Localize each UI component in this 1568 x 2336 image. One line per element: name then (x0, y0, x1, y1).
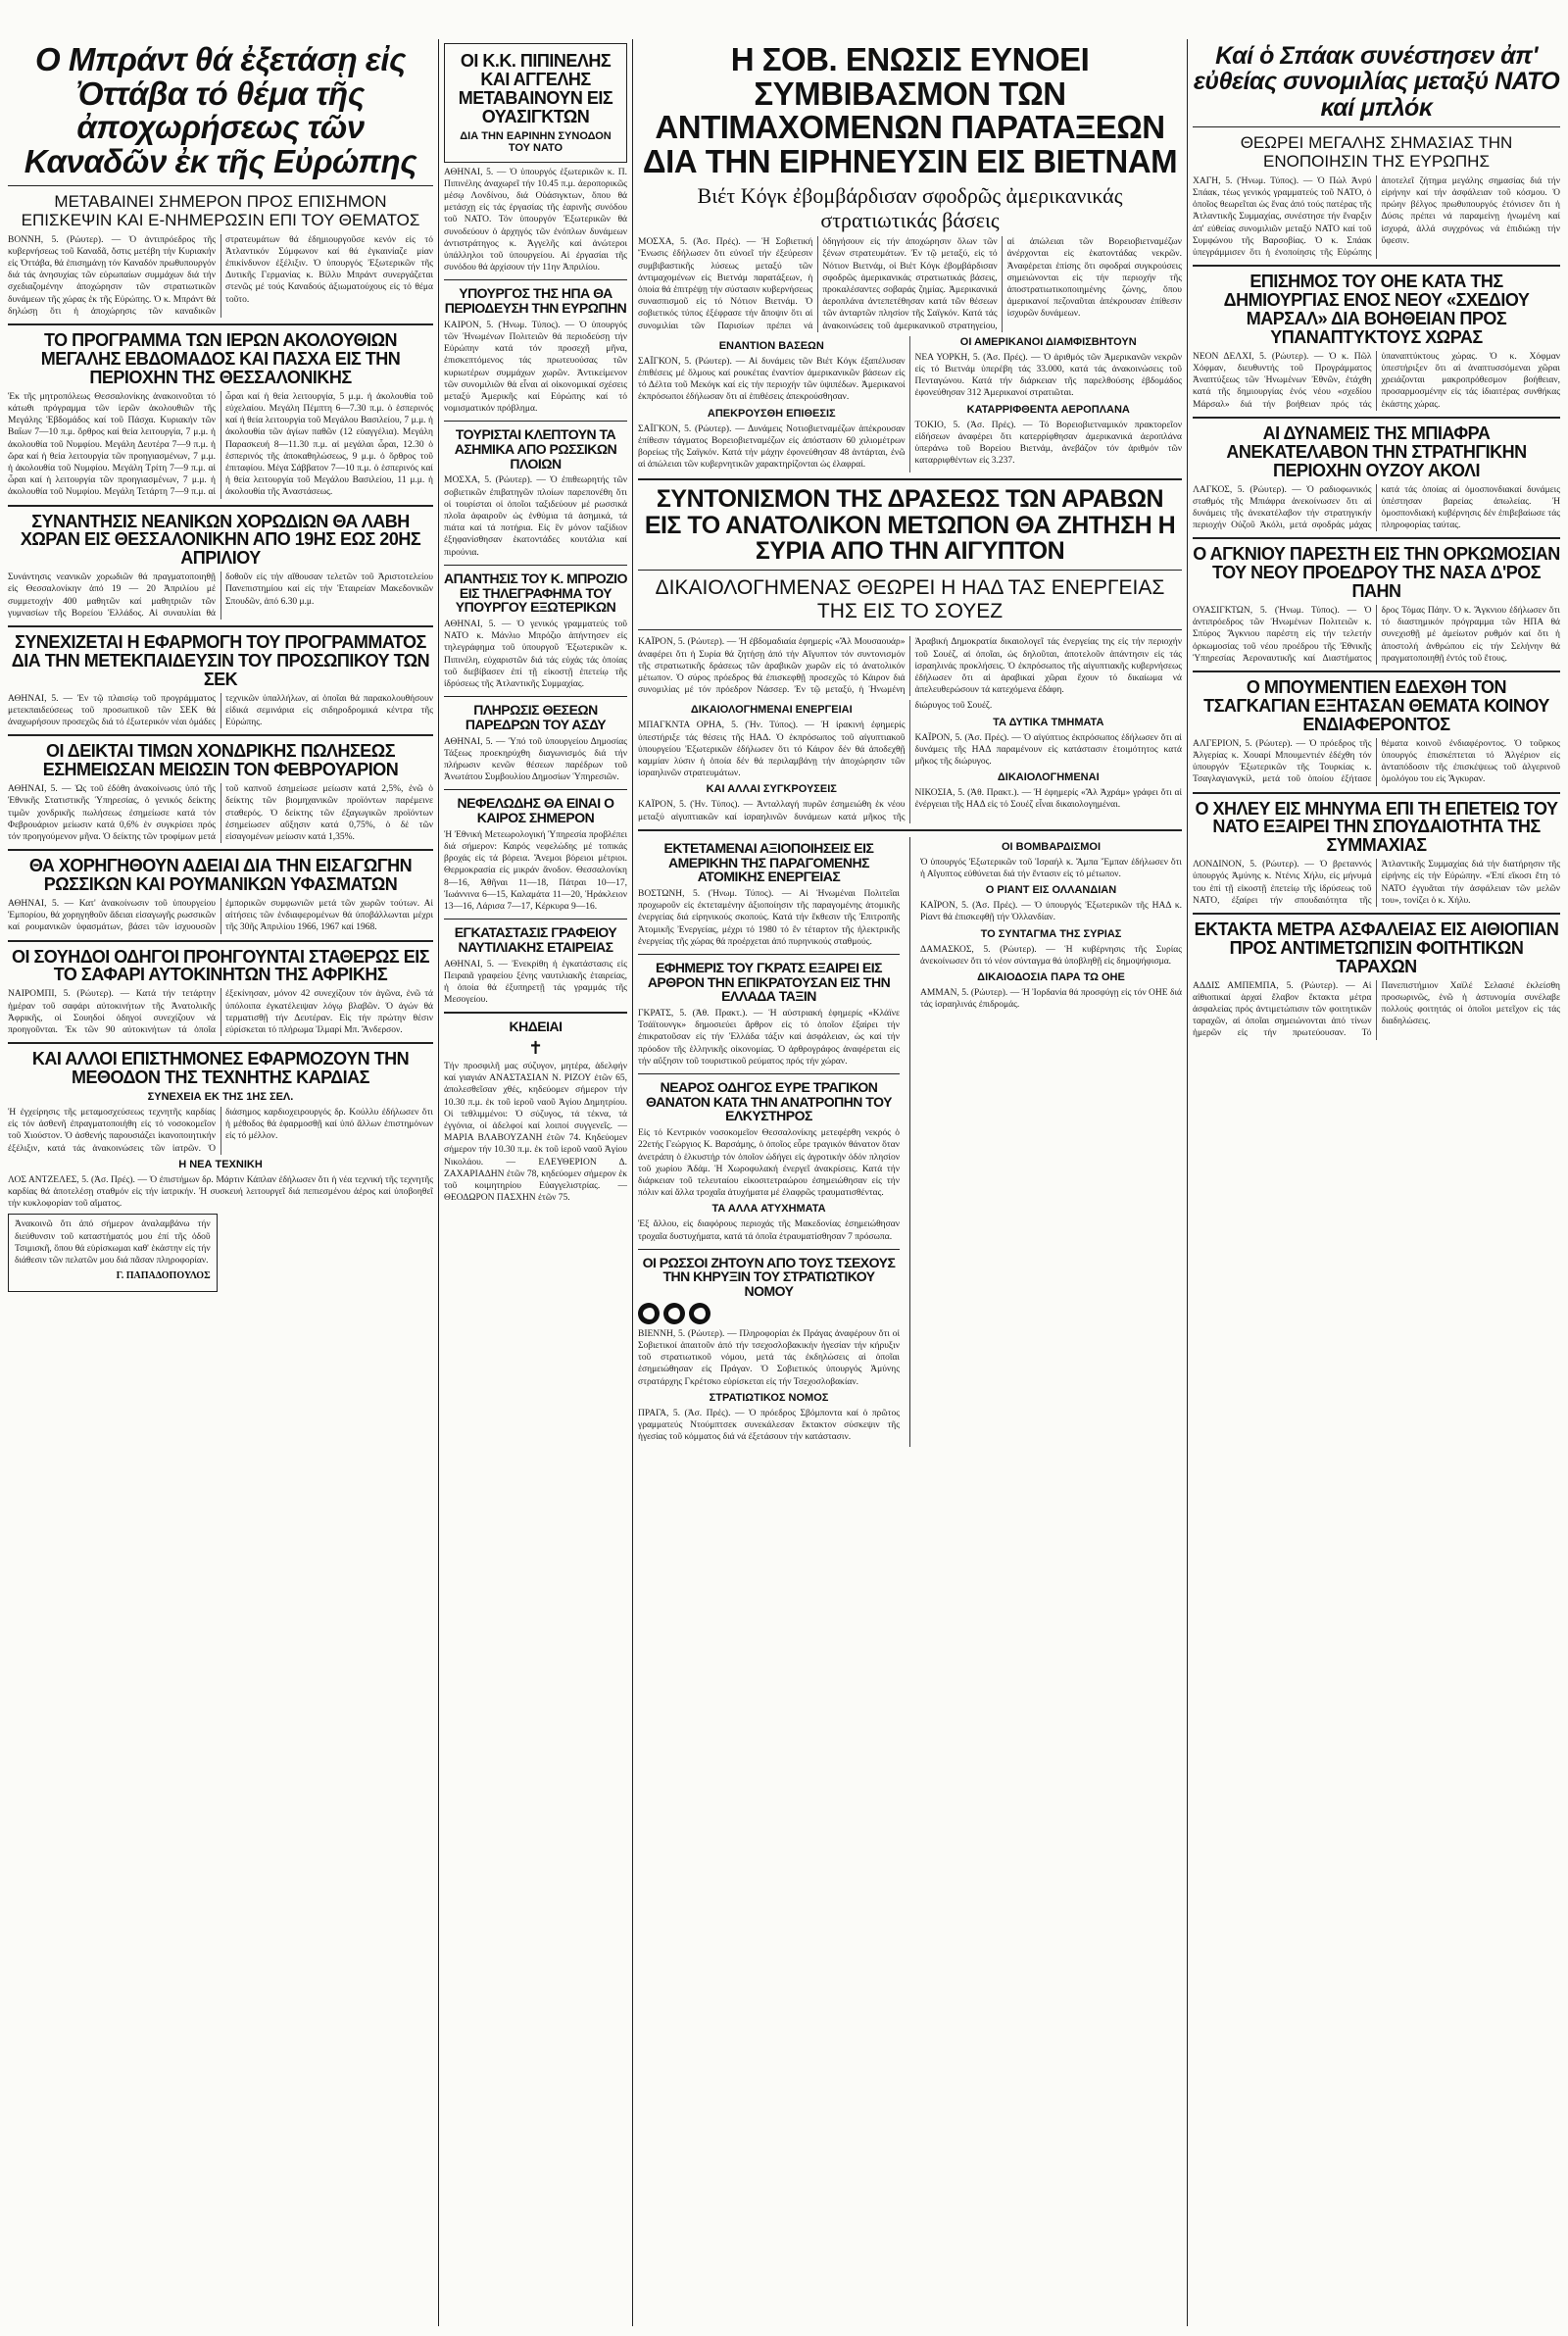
column-rule (909, 837, 910, 1448)
section-label: ΚΑΤΑΡΡΙΦΘΕΝΤΑ ΑΕΡΟΠΛΑΝΑ (966, 403, 1130, 416)
sub-sections (638, 336, 1182, 473)
lower-right (920, 837, 1182, 1448)
cross-icon: ✝ (527, 1038, 544, 1059)
article-body: ΜΟΣΧΑ, 5. (Ἀσ. Πρές). — Ἡ Σοβιετική Ἕνωσις ἐδήλωσεν ὅτι εὐνοεῖ τήν ἐξεύρεσιν συμβιβαστικῆς λύσεως μεταξύ τῶν ἀντιμαχομένων εἰς Βιετνάμ παρατάξεων, ἡ ὁποία θά ἐπιτρέψῃ τήν σύστασιν κυβερνήσεως συνασπισμοῦ εἰς τό Νότιον Βιετνάμ. Ὁ σοβιετικός τύπος ἐξέφρασε τήν ἄποψιν ὅτι αἱ συνομιλίαι τῶν Παρισίων πρέπει νά ὁδηγήσουν εἰς τήν ἀποχώρησιν ὅλων τῶν ξένων στρατευμάτων. Ἐν τῷ μεταξύ, εἰς τό Νότιον Βιετνάμ, οἱ Βιέτ Κόγκ ἐβομβάρδισαν σφοδρῶς ἀμερικανικάς στρατιωτικάς βάσεις, προκαλέσαντες σοβαράς ζημίας. Ἀμερικανικά ἀεροπλάνα ἀντεπετέθησαν κατά τῶν θέσεων τῶν ἀνταρτῶν πλησίον τῆς Σαϊγκόν. Κατά τάς ἀνακοινώσεις τοῦ ἀμερικανικοῦ στρατηγείου, αἱ ἀπώλειαι τῶν Βορειοβιετναμέζων ἀνέρχονται εἰς ἑκατοντάδας νεκρῶν. Ἀναφέρεται ἐπίσης ὅτι σφοδραί συγκρούσεις σημειώνονται εἰς τήν περιοχήν τῆς ἀποστρατιωτικοποιημένης ζώνης, ὅπου ἀμερικανοί πεζοναῦται ἀπέκρουσαν ἐπίθεσιν ἰσχυρῶν δυνάμεων. (638, 237, 1182, 331)
article-body: ΛΑΓΚΟΣ, 5. (Ρώυτερ). — Ὁ ραδιοφωνικός σταθμός τῆς Μπιάφρα ἀνεκοίνωσεν ὅτι αἱ δυνάμεις τῆς ἀνεκατέλαβον τήν στρατηγικήν περιοχήν Οὐζοῦ Ἀκόλι, μετά σφοδράς μάχας κατά τάς ὁποίας αἱ ὁμοσπονδιακαί δυνάμεις ὑπέστησαν βαρείας ἀπωλείας. Ἡ ὁμοσπονδιακή κυβέρνησις δέν ἐπιβεβαίωσε τάς πληροφορίας ταύτας. (1193, 484, 1560, 531)
article-holy-week-program (8, 331, 433, 499)
article-body: ΑΘΗΝΑΙ, 5. — Ὡς τοῦ ἐδόθη ἀνακοίνωσις ὑπό τῆς Ἐθνικῆς Στατιστικῆς Ὑπηρεσίας, ὁ γενικός δείκτης τιμῶν χονδρικῆς πωλήσεως ἐσημείωσε κατά τόν Φεβρουάριον μείωσιν κατά 0,6% ἐν συγκρίσει πρός τόν προηγούμενον μῆνα. Ὁ δείκτης τῶν τροφίμων μετά τοῦ καπνοῦ ἐσημείωσε μείωσιν κατά 2,5%, ἐνῶ ὁ δείκτης τῶν βιομηχανικῶν προϊόντων παρέμεινε σταθερός. Ὁ δείκτης τῶν ἐξαγωγικῶν προϊόντων ἐσημείωσεν αὔξησιν κατά 0,75%, ὁ δέ τῶν εἰσαγομένων μείωσιν κατά 1,35%. (8, 784, 433, 842)
article-safari-rally (8, 948, 433, 1037)
section-label: ΤΑ ΔΥΤΙΚΑ ΤΜΗΜΑΤΑ (993, 716, 1104, 728)
column-rule (438, 39, 439, 2326)
article-body: ΝΑΙΡΟΜΠΙ, 5. (Ρώυτερ). — Κατά τήν τετάρτην ἡμέραν τοῦ σαφάρι αὐτοκινήτων τῆς Ἀνατολικῆς Ἀφρικῆς, οἱ Σουηδοί ὁδηγοί συνεχίζουν νά προηγοῦνται. Ἐκ τῶν 90 αὐτοκινήτων τά ὁποῖα ἐξεκίνησαν, μόνον 42 συνεχίζουν τόν ἀγῶνα, ἐνῶ τά ὑπόλοιπα ἐγκατέλειψαν λόγῳ βλαβῶν. Ὁ ἀγών θά τερματισθῇ τήν Δευτέραν. Εἰς τήν πρώτην θέσιν εὑρίσκεται τό πλήρωμα Ἰλμαρί Μπ. Ἄνδερσον. (8, 989, 433, 1035)
article-sek-training (8, 633, 433, 728)
section-body: ΝΕΑ ΥΟΡΚΗ, 5. (Ἀσ. Πρές). — Ὁ ἀριθμός τῶν Ἀμερικανῶν νεκρῶν εἰς τό Βιετνάμ ὑπερέβη τάς 33.000, κατά τάς ἀνακοινώσεις τοῦ Πενταγώνου. Κατά τήν διάρκειαν τῆς παρελθούσης ἑβδομάδος ἐφονεύθησαν 312 Ἀμερικανοί στρατιῶται. (914, 352, 1182, 399)
section-body: ΚΑΪΡΟΝ, 5. (Ἡν. Τύπος). — Ἀνταλλαγή πυρῶν ἐσημειώθη ἐκ νέου μεταξύ αἰγυπτιακῶν καί ἰσραηλινῶν δυνάμεων κατά μῆκος τῆς διώρυγος τοῦ Σουέζ. (638, 701, 993, 822)
headline: ΟΙ ΔΕΙΚΤΑΙ ΤΙΜΩΝ ΧΟΝΔΡΙΚΗΣ ΠΩΛΗΣΕΩΣ ΕΣΗΜΕΙΩΣΑΝ ΜΕΙΩΣΙΝ ΤΟΝ ΦΕΒΡΟΥΑΡΙΟΝ (42, 741, 399, 780)
headline: ΤΟΥΡΙΣΤΑΙ ΚΛΕΠΤΟΥΝ ΤΑ ΑΣΗΜΙΚΑ ΑΠΟ ΡΩΣΣΙΚΩΝ ΠΛΟΙΩΝ (454, 426, 617, 472)
article-body: ΑΘΗΝΑΙ, 5. — Ἐν τῷ πλαισίῳ τοῦ προγράμματος μετεκπαιδεύσεως τοῦ προσωπικοῦ τῶν ΣΕΚ θά ἀναχωρήσουν προσεχῶς διά τό ἐξωτερικόν νέαι ὁμάδες τεχνικῶν ὑπαλλήλων, αἱ ὁποῖαι θά παρακολουθήσουν εἰδικά σεμινάρια εἰς σιδηροδρομικά κέντρα τῆς Εὐρώπης. (8, 693, 433, 728)
article-shipping-office (444, 925, 627, 1006)
article-soviet-vietnam (638, 43, 1182, 472)
headline: ΤΟ ΠΡΟΓΡΑΜΜΑ ΤΩΝ ΙΕΡΩΝ ΑΚΟΛΟΥΘΙΩΝ ΜΕΓΑΛΗΣ ΕΒΔΟΜΑΔΟΣ ΚΑΙ ΠΑΣΧΑ ΕΙΣ ΤΗΝ ΠΕΡΙΟΧΗΝ ΤΗΣ ΘΕΣΣΑΛΟΝΙΚΗΣ (40, 330, 401, 387)
article-ethiopia (1193, 920, 1560, 1040)
article-asdy-posts (444, 703, 627, 783)
section-label: ΔΙΚΑΙΟΔΟΣΙΑ ΠΑΡΑ ΤΩ ΟΗΕ (977, 971, 1125, 984)
headline: ΝΕΑΡΟΣ ΟΔΗΓΟΣ ΕΥΡΕ ΤΡΑΓΙΚΟΝ ΘΑΝΑΤΟΝ ΚΑΤΑ ΤΗΝ ΑΝΑΤΡΟΠΗΝ ΤΟΥ ΕΛΚΥΣΤΗΡΟΣ (646, 1079, 892, 1124)
section-body: ΣΑΪΓΚΟΝ, 5. (Ρώυτερ). — Αἱ δυνάμεις τῶν Βιέτ Κόγκ ἐξαπέλυσαν ἐπιθέσεις μέ ὅλμους καί ρουκέτας ἐναντίον ἀμερικανικῶν βάσεων εἰς τό Δέλτα τοῦ Μεκόγκ καί εἰς τήν περιοχήν τῶν ὑψιπέδων. Ἀμερικανοί ἐκπρόσωποι ἐδήλωσαν ὅτι αἱ ἐπιθέσεις ἀπεκρούσθησαν. (638, 356, 906, 403)
article-body: ΑΘΗΝΑΙ, 5. — Ὁ γενικός γραμματεύς τοῦ ΝΑΤΟ κ. Μάνλιο Μπρόζιο ἀπήντησεν εἰς τηλεγράφημα τοῦ ὑπουργοῦ Ἐξωτερικῶν κ. Πιπινέλη, εὐχαριστῶν διά τάς εὐχάς τάς ὁποίας τοῦ διεβίβασεν ἐπί τῇ εἰκοστῇ ἐπετείῳ τῆς ἱδρύσεως τῆς Ἀτλαντικῆς Συμμαχίας. (444, 619, 627, 689)
article-boumedienne (1193, 678, 1560, 785)
headline: ΠΛΗΡΩΣΙΣ ΘΕΣΕΩΝ ΠΑΡΕΔΡΩΝ ΤΟΥ ΑΣΔΥ (465, 702, 607, 732)
headline: ΟΙ Κ.Κ. ΠΙΠΙΝΕΛΗΣ ΚΑΙ ΑΓΓΕΛΗΣ ΜΕΤΑΒΑΙΝΟΥΝ ΕΙΣ ΟΥΑΣΙΓΚΤΩΝ (458, 51, 613, 126)
headline: ΣΥΝΤΟΝΙΣΜΟΝ ΤΗΣ ΔΡΑΣΕΩΣ ΤΩΝ ΑΡΑΒΩΝ ΕΙΣ ΤΟ ΑΝΑΤΟΛΙΚΟΝ ΜΕΤΩΠΟΝ ΘΑ ΖΗΤΗΣΗ Η ΣΥΡΙΑ ΑΠΟ ΤΗΝ ΑΙΓΥΠΤΟΝ (644, 485, 1176, 565)
section-label: ΤΑ ΑΛΛΑ ΑΤΥΧΗΜΑΤΑ (711, 1203, 826, 1216)
headline: Ο ΑΓΚΝΙΟΥ ΠΑΡΕΣΤΗ ΕΙΣ ΤΗΝ ΟΡΚΩΜΟΣΙΑΝ ΤΟΥ ΝΕΟΥ ΠΡΟΕΔΡΟΥ ΤΗΣ ΝΑΣΑ Δ'ΡΟΣ ΠΑΗΝ (1193, 544, 1560, 602)
headline: Ο ΧΗΛΕΥ ΕΙΣ ΜΗΝΥΜΑ ΕΠΙ ΤΗ ΕΠΕΤΕΙΩ ΤΟΥ ΝΑΤΟ ΕΞΑΙΡΕΙ ΤΗΝ ΣΠΟΥΔΑΙΟΤΗΤΑ ΤΗΣ ΣΥΜΜΑΧΙΑΣ (1195, 798, 1558, 856)
article-syria-egypt (638, 486, 1182, 822)
section-label: ΚΑΙ ΑΛΛΑΙ ΣΥΓΚΡΟΥΣΕΙΣ (706, 783, 837, 796)
article-weather (444, 796, 627, 913)
article-brosio-reply (444, 572, 627, 690)
headline: ΕΓΚΑΤΑΣΤΑΣΙΣ ΓΡΑΦΕΙΟΥ ΝΑΥΤΙΛΙΑΚΗΣ ΕΤΑΙΡΕΙΑΣ (454, 924, 617, 955)
article-body: Ἡ Ἐθνική Μετεωρολογική Ὑπηρεσία προβλέπει διά σήμερον: Καιρός νεφελώδης μέ τοπικάς βροχάς εἰς τά βόρεια. Ἄνεμοι βόρειοι μέτριοι. Θερμοκρασία εἰς μικράν ἄνοδον. Θεσσαλονίκη 8—16, Ἀθῆναι 11—18, Πάτραι 10—17, Ἰωάννινα 6—15, Καλαμάτα 11—20, Ἡράκλειον 13—16, Λάρισα 7—17, Κέρκυρα 9—16. (444, 829, 627, 912)
article-marshall-plan (1193, 273, 1560, 411)
headline: ΕΦΗΜΕΡΙΣ ΤΟΥ ΓΚΡΑΤΣ ΕΞΑΙΡΕΙ ΕΙΣ ΑΡΘΡΟΝ ΤΗΝ ΕΠΙΚΡΑΤΟΥΣΑΝ ΕΙΣ ΤΗΝ ΕΛΛΑΔΑ ΤΑΞΙΝ (647, 959, 891, 1005)
section-body: ΣΑΪΓΚΟΝ, 5. (Ρώυτερ). — Δυνάμεις Νοτιοβιετναμέζων ἀπέκρουσαν ἐπίθεσιν τάγματος Βορειοβιετναμέζων εἰς ἀπόστασιν 60 χιλιομέτρων βορείως τῆς Σαϊγκόν. Κατά τήν μάχην ἐφονεύθησαν 48 ἀντάρται, ἐνῶ αἱ ἀπώλειαι τῶν κυβερνητικῶν χαρακτηρίζονται ὡς ἐλαφραί. (638, 423, 906, 471)
article-body: ΑΘΗΝΑΙ, 5. — Ἐνεκρίθη ἡ ἐγκατάστασις εἰς Πειραιᾶ γραφείου ξένης ναυτιλιακῆς ἐταιρείας, ἡ ὁποία θά ἐξυπηρετῇ τάς γραμμάς τῆς Μεσογείου. (444, 959, 627, 1006)
section-body: ΜΠΑΓΚΝΤΑ ΟΡΗΑ, 5. (Ἡν. Τύπος). — Ἡ ἰρακινή ἐφημερίς ὑπεστήριξε τάς θέσεις τῆς ΗΑΔ. Ὁ ἐκπρόσωπος τοῦ αἰγυπτιακοῦ ὑπουργείου Ἐξωτερικῶν ἐδήλωσεν ὅτι τό Κάιρον δέν θά ἀποδεχθῇ καμμίαν λύσιν ἡ ὁποία δέν θά περιλαμβάνῃ τήν ἀποχώρησιν τῶν ἰσραηλινῶν στρατευμάτων. (638, 721, 906, 779)
headline: ΕΠΙΣΗΜΟΣ ΤΟΥ ΟΗΕ ΚΑΤΑ ΤΗΣ ΔΗΜΙΟΥΡΓΙΑΣ ΕΝΟΣ ΝΕΟΥ «ΣΧΕΔΙΟΥ ΜΑΡΣΑΛ» ΔΙΑ ΒΟΗΘΕΙΑΝ ΠΡΟΣ ΥΠΑΝΑΠΤΥΚΤΟΥΣ ΧΩΡΑΣ (1223, 272, 1530, 347)
headline: Η ΣΟΒ. ΕΝΩΣΙΣ ΕΥΝΟΕΙ ΣΥΜΒΙΒΑΣΜΟΝ ΤΩΝ ΑΝΤΙΜΑΧΟΜΕΝΩΝ ΠΑΡΑΤΑΞΕΩΝ ΔΙΑ ΤΗΝ ΕΙΡΗΝΕΥΣΙΝ ΕΙΣ ΒΙΕΤΝΑΜ (642, 41, 1178, 179)
section-body: ΚΑΪΡΟΝ, 5. (Ἀσ. Πρές). — Ὁ ὑπουργός Ἐξωτερικῶν τῆς ΗΑΔ κ. Ρίαντ θά ἐπισκεφθῇ τήν Ὁλλανδίαν. (920, 901, 1182, 923)
article-body: ΚΑΙΡΟΝ, 5. (Ἡνωμ. Τύπος). — Ὁ ὑπουργός τῶν Ἡνωμένων Πολιτειῶν θά περιοδεύσῃ τήν Εὐρώπην κατά τόν προσεχῆ μῆνα, ἐπισκεπτόμενος τάς πρωτευούσας τῶν κυριωτέρων συμμάχων χωρῶν. Ἀντικείμενον τῶν συνομιλιῶν θά εἶναι αἱ οἰκονομικαί σχέσεις μεταξύ Ἀμερικῆς καί Εὐρώπης καί τό νομισματικόν πρόβλημα. (444, 320, 627, 415)
section-label: ΕΝΑΝΤΙΟΝ ΒΑΣΕΩΝ (718, 339, 824, 352)
article-body: ΠΡΑΓΑ, 5. (Ἀσ. Πρές). — Ὁ πρόεδρος Σβόμποντα καί ὁ πρῶτος γραμματεύς Ντούμπτσεκ συνεκάλεσαν ἔκτακτον σύσκεψιν τῆς ἡγεσίας τοῦ κόμματος διά νά ἐξετάσουν τήν κατάστασιν. (638, 1408, 900, 1443)
section-label: Ο ΡΙΑΝΤ ΕΙΣ ΟΛΛΑΝΔΙΑΝ (985, 884, 1117, 897)
section-body: ΤΟΚΙΟ, 5. (Ἀσ. Πρές). — Τό Βορειοβιετναμικόν πρακτορεῖον εἰδήσεων ἀναφέρει ὅτι κατερρίφθησαν ἀμερικανικά ἀεροπλάνα ὑπεράνω τοῦ Βορείου Βιετνάμ, ἀνεβάζον τόν ἀριθμόν τῶν καταρριφθέντων εἰς 3.237. (914, 420, 1182, 467)
deck: Βιέτ Κόγκ ἐβομβάρδισαν σφοδρῶς ἀμερικανικάς στρατιωτικάς βάσεις (697, 182, 1123, 232)
headline: ΑΠΑΝΤΗΣΙΣ ΤΟΥ Κ. ΜΠΡΟΖΙΟ ΕΙΣ ΤΗΛΕΓΡΑΦΗΜΑ ΤΟΥ ΥΠΟΥΡΓΟΥ ΕΞΩΤΕΡΙΚΩΝ (444, 570, 627, 616)
sub-sections (638, 700, 1182, 822)
headline: ΟΙ ΣΟΥΗΔΟΙ ΟΔΗΓΟΙ ΠΡΟΗΓΟΥΝΤΑΙ ΣΤΑΘΕΡΩΣ ΕΙΣ ΤΟ ΣΑΦΑΡΙ ΑΥΤΟΚΙΝΗΤΩΝ ΤΗΣ ΑΦΡΙΚΗΣ (11, 946, 430, 985)
headline: ΘΑ ΧΟΡΗΓΗΘΟΥΝ ΑΔΕΙΑΙ ΔΙΑ ΤΗΝ ΕΙΣΑΓΩΓΗΝ ΡΩΣΣΙΚΩΝ ΚΑΙ ΡΟΥΜΑΝΙΚΩΝ ΥΦΑΣΜΑΤΩΝ (28, 856, 413, 895)
headline: ΟΙ ΡΩΣΣΟΙ ΖΗΤΟΥΝ ΑΠΟ ΤΟΥΣ ΤΣΕΧΟΥΣ ΤΗΝ ΚΗΡΥΞΙΝ ΤΟΥ ΣΤΡΑΤΙΩΤΙΚΟΥ ΝΟΜΟΥ (642, 1254, 896, 1300)
article-body: ΑΘΗΝΑΙ, 5. — Ὑπό τοῦ ὑπουργείου Δημοσίας Τάξεως προεκηρύχθη διαγωνισμός διά τήν πλήρωσιν κενῶν θέσεων παρέδρων τοῦ Ἀνωτάτου Συμβουλίου Δημοσίων Ὑπηρεσιῶν. (444, 736, 627, 783)
article-body: ΓΚΡΑΤΣ, 5. (Ἀθ. Πρακτ.). — Ἡ αὐστριακή ἐφημερίς «Κλάϊνε Τσάϊτουνγκ» δημοσιεύει ἄρθρον εἰς τό ὁποῖον ἐξαίρει τήν ἐπικρατοῦσαν εἰς τήν Ἑλλάδα τάξιν καί ἀσφάλειαν, ὡς καί τήν πρόοδον τῆς ἑλληνικῆς οἰκονομίας. Ὁ ἀρθρογράφος ἀναφέρεται εἰς τήν αὔξησιν τοῦ τουριστικοῦ ρεύματος πρός τήν χώραν. (638, 1009, 900, 1067)
column-rule (632, 39, 633, 2326)
headline: Καί ὁ Σπάακ συνέστησεν ἀπ' εὐθείας συνομιλίας μεταξύ ΝΑΤΟ καί μπλόκ (1193, 42, 1560, 122)
headline: ΚΗΔΕΙΑΙ (509, 1019, 563, 1035)
headline: ΣΥΝΕΧΙΖΕΤΑΙ Η ΕΦΑΡΜΟΓΗ ΤΟΥ ΠΡΟΓΡΑΜΜΑΤΟΣ ΔΙΑ ΤΗΝ ΜΕΤΕΚΠΑΙΔΕΥΣΙΝ ΤΟΥ ΠΡΟΣΩΠΙΚΟΥ ΤΩΝ ΣΕΚ (11, 632, 430, 689)
section-body: Ὁ ὑπουργός Ἐξωτερικῶν τοῦ Ἰσραήλ κ. Ἄμπα Ἔμπαν ἐδήλωσεν ὅτι ἡ Αἴγυπτος εὐθύνεται διά τήν ἔντασιν εἰς τό μέτωπον. (920, 857, 1182, 880)
article-brandt (8, 43, 433, 318)
section-body: ΝΙΚΟΣΙΑ, 5. (Ἀθ. Πρακτ.). — Ἡ ἐφημερίς «Ἄλ Ἀχράμ» γράφει ὅτι αἱ ἐνέργειαι τῆς ΗΑΔ εἰς τό Σουέζ εἶναι δικαιολογημέναι. (914, 788, 1182, 811)
deck: ΜΕΤΑΒΑΙΝΕΙ ΣΗΜΕΡΟΝ ΠΡΟΣ ΕΠΙΣΗΜΟΝ ΕΠΙΣΚΕΨΙΝ ΚΑΙ Ε-ΝΗΜΕΡΩΣΙΝ ΕΠΙ ΤΟΥ ΘΕΜΑΤΟΣ (21, 191, 420, 230)
article-body: Συνάντησις νεανικῶν χορωδιῶν θά πραγματοποιηθῇ εἰς Θεσσαλονίκην ἀπό 19 — 20 Ἀπριλίου μέ συμμετοχήν 400 μαθητῶν καί μαθητριῶν τῶν γυμνασίων τῆς Βορείου Ἑλλάδος. Αἱ συναυλίαι θά δοθοῦν εἰς τήν αἴθουσαν τελετῶν τοῦ Ἀριστοτελείου Πανεπιστημίου καί εἰς τήν Ἑταιρείαν Μακεδονικῶν Σπουδῶν, ἀπό 6.30 μ.μ. (8, 572, 433, 619)
article-body: ΧΑΓΗ, 5. (Ἡνωμ. Τύπος). — Ὁ Πώλ Ἀνρύ Σπάακ, τέως γενικός γραμματεύς τοῦ ΝΑΤΟ, ὁ ὁποῖος θεωρεῖται ὡς ἕνας ἀπό τούς πατέρας τῆς Ἀτλαντικῆς Συμμαχίας, συνέστησε τήν ἔναρξιν ἀπ' εὐθείας συνομιλιῶν μεταξύ ΝΑΤΟ καί τοῦ Συμφώνου τῆς Βαρσοβίας. Ὁ κ. Σπάακ ὑπεγράμμισεν ὅτι ἡ ἐνοποίησις τῆς Εὐρώπης ἀποτελεῖ ζήτημα μεγάλης σημασίας διά τήν εἰρήνην καί τήν ἀσφάλειαν τοῦ κόσμου. Ὁ πρώην βέλγος πρωθυπουργός ἐτόνισεν ὅτι ἡ Δύσις πρέπει νά παραμείνῃ ἡνωμένη καί ἰσχυρά, ἀλλά συγχρόνως νά ἐπιδιώκῃ τήν ὕφεσιν. (1193, 175, 1560, 259)
column-3 (638, 39, 1182, 2326)
article-fabric-imports (8, 857, 433, 933)
article-artificial-heart (8, 1050, 433, 1210)
article-body: Εἰς τό Κεντρικόν νοσοκομεῖον Θεσσαλονίκης μετεφέρθη νεκρός ὁ 22ετής Γεώργιος Κ. Βαρσάμης, ὁ ὁποῖος εὗρε τραγικόν θάνατον ὅταν ἀνετράπη ὁ ἑλκυστήρ τόν ὁποῖον ὡδήγει εἰς ἀγροτικήν ὁδόν πλησίον τοῦ χωρίου Ἀδάμ. Ἡ Χωροφυλακή ἐνεργεῖ ἀνακρίσεις. Κατά τήν διάρκειαν τοῦ τελευταίου εἰκοσιτετραώρου ἐσημειώθησαν εἰς τήν πόλιν καί ἄλλα τροχαῖα ἀτυχήματα μέ ἐλαφρῶς τραυματισθέντας. (638, 1128, 900, 1199)
lower-left (638, 837, 900, 1448)
article-body: Ἐξ ἄλλου, εἰς διαφόρους περιοχάς τῆς Μακεδονίας ἐσημειώθησαν τροχαῖα δυστυχήματα, κατά τά ὁποῖα ἐτραυματίσθησαν 7 πρόσωπα. (638, 1219, 900, 1242)
headline: ΕΚΤΑΚΤΑ ΜΕΤΡΑ ΑΣΦΑΛΕΙΑΣ ΕΙΣ ΑΙΘΙΟΠΙΑΝ ΠΡΟΣ ΑΝΤΙΜΕΤΩΠΙΣΙΝ ΦΟΙΤΗΤΙΚΩΝ ΤΑΡΑΧΩΝ (1194, 919, 1559, 976)
deck: ΔΙΑ ΤΗΝ ΕΑΡΙΝΗΝ ΣΥΝΟΔΟΝ ΤΟΥ ΝΑΤΟ (460, 129, 612, 154)
headline: ΣΥΝΑΝΤΗΣΙΣ ΝΕΑΝΙΚΩΝ ΧΟΡΩΔΙΩΝ ΘΑ ΛΑΒΗ ΧΩΡΑΝ ΕΙΣ ΘΕΣΣΑΛΟΝΙΚΗΝ ΑΠΟ 19ΗΣ ΕΩΣ 20ΗΣ ΑΠΡΙΛΙΟΥ (20, 511, 421, 569)
headline: Ο ΜΠΟΥΜΕΝΤΙΕΝ ΕΔΕΧΘΗ ΤΟΝ ΤΣΑΓΚΑΓΙΑΝ ΕΞΗΤΑΣΑΝ ΘΕΜΑΤΑ ΚΟΙΝΟΥ ΕΝΔΙΑΦΕΡΟΝΤΟΣ (1203, 677, 1549, 734)
article-body: ΑΘΗΝΑΙ, 5. — Κατ' ἀνακοίνωσιν τοῦ ὑπουργείου Ἐμπορίου, θά χορηγηθοῦν ἄδειαι εἰσαγωγῆς ρωσσικῶν καί ρουμανικῶν ὑφασμάτων, βάσει τῶν ἰσχυουσῶν ἐμπορικῶν συμφωνιῶν μετά τῶν χωρῶν τούτων. Αἱ αἰτήσεις τῶν ἐνδιαφερομένων θά ὑποβάλλωνται μέχρι τῆς 30ῆς Ἀπριλίου 1966, 1967 καί 1968. (8, 898, 433, 933)
headline: Ο Μπράντ θά ἐξετάσῃ εἰς Ὀττάβα τό θέμα τῆς ἀποχωρήσεως τῶν Καναδῶν ἐκ τῆς Εὐρώπης (24, 41, 417, 179)
article-price-index (8, 742, 433, 843)
article-body: ΟΥΑΣΙΓΚΤΩΝ, 5. (Ἡνωμ. Τύπος). — Ὁ ἀντιπρόεδρος τῶν Ἡνωμένων Πολιτειῶν κ. Σπύρος Ἄγκνιου παρέστη εἰς τήν τελετήν ὁρκωμοσίας τοῦ νέου προέδρου τῆς Ἐθνικῆς Ὑπηρεσίας Ἀεροναυτικῆς καί Διαστήματος δρος Τόμας Πάην. Ὁ κ. Ἄγκνιου ἐδήλωσεν ὅτι τό διαστημικόν πρόγραμμα τῶν ΗΠΑ θά συνεχισθῇ μέ ἀμείωτον ρυθμόν καί ὅτι ἡ ἀποστολή ἀνθρώπου εἰς τήν Σελήνην θά πραγματοποιηθῇ ἐντός τοῦ ἔτους. (1193, 606, 1560, 664)
deck: ΔΙΚΑΙΟΛΟΓΗΜΕΝΑΣ ΘΕΩΡΕΙ Η ΗΑΔ ΤΑΣ ΕΝΕΡΓΕΙΑΣ ΤΗΣ ΕΙΣ ΤΟ ΣΟΥΕΖ (655, 576, 1165, 623)
article-body: ΜΟΣΧΑ, 5. (Ρώυτερ). — Ὁ ἐπιθεωρητής τῶν σοβιετικῶν ἐπιβατηγῶν πλοίων παρεπονέθη ὅτι οἱ τουρίσται οἱ ὁποῖοι ταξιδεύουν μέ ρωσσικά πλοῖα ἀφαιροῦν ὡς ἐνθύμια τά ἀσημικά, τά πιάτα καί τά ποτήρια. Εἰς ἓν μόνον ταξίδιον ἐξηφανίσθησαν ἑκατοντάδες κουτάλια καί πιρούνια. (444, 475, 627, 558)
article-body: Ἡ ἐγχείρησις τῆς μεταμοσχεύσεως τεχνητῆς καρδίας εἰς τόν ἀσθενῆ ἐπραγματοποιήθη εἰς τό νοσοκομεῖον τοῦ Χιούστον. Ὁ ἀσθενής παρουσιάζει ἱκανοποιητικήν ἐξέλιξιν, κατά τάς ἀνακοινώσεις τῶν ἰατρῶν. Ὁ διάσημος καρδιοχειρουργός δρ. Κούλλυ ἐδήλωσεν ὅτι ἡ μέθοδος θά ἐφαρμοσθῇ καί ὑπό ἄλλων ἐπιστημόνων εἰς τό μέλλον. (8, 1107, 433, 1154)
section-body: ΔΑΜΑΣΚΟΣ, 5. (Ρώυτερ). — Ἡ κυβέρνησις τῆς Συρίας ἀνεκοίνωσεν ὅτι τό νέον σύνταγμα θά ὑποβληθῇ εἰς δημοψήφισμα. (920, 944, 1182, 967)
section-label: ΔΙΚΑΙΟΛΟΓΗΜΕΝΑΙ ΕΝΕΡΓΕΙΑΙ (690, 704, 853, 717)
article-tourists-silverware (444, 427, 627, 558)
article-body: ΒΟΣΤΩΝΗ, 5. (Ἡνωμ. Τύπος). — Αἱ Ἡνωμέναι Πολιτεῖαι προχωροῦν εἰς ἐκτεταμένην ἀξιοποίησιν τῆς παραγομένης ἀτομικῆς ἐνεργείας διά εἰρηνικούς σκοπούς. Κατά τήν ἔκθεσιν τῆς Ἐπιτροπῆς Ἀτομικῆς Ἐνεργείας, μέχρι τό 1980 τό ἓν τέταρτον τῆς ἠλεκτρικῆς ἐνεργείας τῆς χώρας θά προέρχεται ἀπό πυρηνικούς σταθμούς. (638, 888, 900, 947)
article-body: ΑΛΓΕΡΙΟΝ, 5. (Ρώυτερ). — Ὁ πρόεδρος τῆς Ἀλγερίας κ. Χουαρί Μπουμεντιέν ἐδέχθη τόν ὑπουργόν Ἐξωτερικῶν τῆς Τουρκίας κ. Τσαγλαγιανγκίλ, μετά τοῦ ὁποίου ἐξήτασε θέματα κοινοῦ ἐνδιαφέροντος. Ὁ τοῦρκος ὑπουργός ἐπισκέπτεται τό Ἀλγέριον εἰς ἀνταπόδοσιν τῆς ἐπισκέψεως τοῦ ἀλγερινοῦ ὁμολόγου του εἰς Ἄγκυραν. (1193, 738, 1560, 785)
section-body: ΑΜΜΑΝ, 5. (Ρώυτερ). — Ἡ Ἰορδανία θά προσφύγῃ εἰς τόν ΟΗΕ διά τάς ἰσραηλινάς ἐπιδρομάς. (920, 988, 1182, 1011)
article-body: ΛΟΣ ΑΝΤΖΕΛΕΣ, 5. (Ἀσ. Πρές). — Ὁ ἐπιστήμων δρ. Μάρτιν Κάπλαν ἐδήλωσεν ὅτι ἡ νέα τεχνική τῆς τεχνητῆς καρδίας θά ἀποτελέσῃ σταθμόν εἰς τήν ἰατρικήν. Ἡ συσκευή λειτουργεῖ διά πεπιεσμένου ἀέρος καί ὑποβοηθεῖ τήν κυκλοφορίαν τοῦ αἵματος. (8, 1174, 433, 1210)
section-label: ΟΙ ΒΟΜΒΑΡΔΙΣΜΟΙ (1001, 840, 1102, 853)
headline: ΚΑΙ ΑΛΛΟΙ ΕΠΙΣΤΗΜΟΝΕΣ ΕΦΑΡΜΟΖΟΥΝ ΤΗΝ ΜΕΘΟΔΟΝ ΤΗΣ ΤΕΧΝΗΤΗΣ ΚΑΡΔΙΑΣ (31, 1049, 410, 1088)
column-2 (444, 39, 627, 2326)
notice-signature: Γ. ΠΑΠΑΔΟΠΟΥΛΟΣ (116, 1270, 211, 1282)
article-healey-nato (1193, 800, 1560, 907)
headline: ΥΠΟΥΡΓΟΣ ΤΗΣ ΗΠΑ ΘΑ ΠΕΡΙΟΔΕΥΣΗ ΤΗΝ ΕΥΡΩΠΗΝ (444, 285, 627, 317)
article-body: ΚΑΪΡΟΝ, 5. (Ρώυτερ). — Ἡ ἐβδομαδιαία ἐφημερίς «Ἄλ Μουσαουάρ» ἀναφέρει ὅτι ἡ Συρία θά ζητήσῃ ἀπό τήν Αἴγυπτον τόν συντονισμόν τῆς στρατιωτικῆς δράσεως τῶν ἀραβικῶν χωρῶν εἰς τό ἀνατολικόν μέτωπον. Ὁ σύρος πρόεδρος θά ἐπισκεφθῇ προσεχῶς τό Κάιρον διά συνομιλίας μέ τόν πρόεδρον Νάσσερ. Ἐν τῷ μεταξύ, ἡ Ἡνωμένη Ἀραβική Δημοκρατία δικαιολογεῖ τάς ἐνεργείας της εἰς τήν περιοχήν τοῦ Σουέζ, αἱ ὁποῖαι, ὡς δηλοῦται, ἀποτελοῦν ἀπάντησιν εἰς τάς ἰσραηλινάς προκλήσεις. Ὁ ἐκπρόσωπος τῆς αἰγυπτιακῆς κυβερνήσεως ἐδήλωσεν ὅτι αἱ ἀραβικαί χῶραι ἔχουν τό δικαίωμα νά ἀπελευθερώσουν τά κατεχόμενα ἐδάφη. (638, 637, 1182, 696)
article-body: ΑΔΔΙΣ ΑΜΠΕΜΠΑ, 5. (Ρώυτερ). — Αἱ αἰθιοπικαί ἀρχαί ἔλαβον ἔκτακτα μέτρα ἀσφαλείας πρός ἀντιμετώπισιν τῶν φοιτητικῶν ταραχῶν, αἱ ὁποῖαι σημειώνονται ἀπό τίνων ἡμερῶν εἰς τήν πρωτεύουσαν. Τό Πανεπιστήμιον Χαϊλέ Σελασιέ ἐκλείσθη προσωρινῶς, ἐνῶ ἡ ἀστυνομία συνέλαβε πολλούς φοιτητάς οἱ ὁποῖοι μετεῖχον εἰς τάς διαδηλώσεις. (1193, 980, 1560, 1039)
headline: ΝΕΦΕΛΩΔΗΣ ΘΑ ΕΙΝΑΙ Ο ΚΑΙΡΟΣ ΣΗΜΕΡΟΝ (457, 795, 614, 826)
column-rule (1187, 39, 1188, 2326)
article-pipinelis (444, 43, 627, 163)
section-label: ΟΙ ΑΜΕΡΙΚΑΝΟΙ ΔΙΑΜΦΙΣΒΗΤΟΥΝ (959, 335, 1137, 348)
article-us-minister (444, 286, 627, 415)
article-body: ΒΟΝΝΗ, 5. (Ρώυτερ). — Ὁ ἀντιπρόεδρος τῆς κυβερνήσεως τοῦ Καναδᾶ, ὅστις μετέβη τήν Κυριακήν εἰς Ὀττάβα, θά ἐπισημάνῃ τόν Καναδόν πρωθυπουργόν διά τάς ἀνησυχίας τῶν εὐρωπαίων συμμάχων διά τήν σχεδιαζομένην ἀποχώρησιν τῶν στρατιωτικῶν δυνάμεων τῆς χώρας ἐκ τῆς Εὐρώπης. Ὁ κ. Μπράντ θά δηλώσῃ ὅτι ἡ ἀποχώρησις τῶν καναδικῶν στρατευμάτων θά ἐδημιουργοῦσε κενόν εἰς τό Ἀτλαντικόν Σύμφωνον καί θά ἐγκαινίαζε μίαν ἐπικίνδυνον ἐξέλιξιν. Ὁ ὑπουργός Ἐξωτερικῶν τῆς Δυτικῆς Γερμανίας κ. Βίλλυ Μπράντ συνεργάζεται στενῶς μέ τούς Καναδούς ἀξιωματούχους εἰς τό θέμα τοῦτο. (8, 234, 433, 317)
column-4 (1193, 39, 1560, 2326)
article-body: ΝΕΟΝ ΔΕΛΧΙ, 5. (Ρώυτερ). — Ὁ κ. Πῶλ Χόφμαν, διευθυντής τοῦ Προγράμματος Ἀναπτύξεως τῶν Ἡνωμένων Ἐθνῶν, ἐτάχθη κατά τῆς δημιουργίας ἑνός νέου «σχεδίου Μάρσαλ» διά τήν βοήθειαν πρός τάς ὑπαναπτύκτους χώρας. Ὁ κ. Χόφμαν ὑπεστήριξεν ὅτι αἱ ἀναπτυσσόμεναι χῶραι χρειάζονται μακροπρόθεσμον βοήθειαν, προσαρμοσμένην εἰς τάς ἰδιαιτέρας συνθήκας ἑκάστης χώρας. (1193, 351, 1560, 410)
column-1 (8, 39, 433, 2326)
notice-box (8, 1214, 218, 1292)
section-label: ΣΤΡΑΤΙΩΤΙΚΟΣ ΝΟΜΟΣ (709, 1391, 829, 1404)
continuation-note: ΣΥΝΕΧΕΙΑ ΕΚ ΤΗΣ 1ΗΣ ΣΕΛ. (147, 1090, 294, 1103)
headline: ΕΚΤΕΤΑΜΕΝΑΙ ΑΞΙΟΠΟΙΗΣΕΙΣ ΕΙΣ ΑΜΕΡΙΚΗΝ ΤΗΣ ΠΑΡΑΓΟΜΕΝΗΣ ΑΤΟΜΙΚΗΣ ΕΝΕΡΓΕΙΑΣ (663, 839, 874, 885)
headline: ΑΙ ΔΥΝΑΜΕΙΣ ΤΗΣ ΜΠΙΑΦΡΑ ΑΝΕΚΑΤΕΛΑΒΟΝ ΤΗΝ ΣΤΡΑΤΗΓΙΚΗΝ ΠΕΡΙΟΧΗΝ ΟΥΖΟΥ ΑΚΟΛΙ (1226, 422, 1527, 480)
section-body: ΚΑΪΡΟΝ, 5. (Ἀσ. Πρές). — Ὁ αἰγύπτιος ἐκπρόσωπος ἐδήλωσεν ὅτι αἱ δυνάμεις τῆς ΗΑΔ παραμένουν εἰς κατάστασιν ἑτοιμότητος κατά μῆκος τῆς διώρυγος. (914, 732, 1182, 768)
notice-text: Ἀνακοινῶ ὅτι ἀπό σήμερον ἀναλαμβάνω τήν διεύθυνσιν τοῦ καταστήματός μου ἐπί τῆς ὁδοῦ Τσιμισκῆ, ὅπου θά εὑρίσκωμαι καθ' ἑκάστην εἰς τήν διάθεσιν τῶν πελατῶν μου διά πᾶσαν πληροφορίαν. (15, 1219, 211, 1266)
article-agnew-nasa (1193, 545, 1560, 665)
obituary-text: Τήν προσφιλῆ μας σύζυγον, μητέρα, ἀδελφήν καί γιαγιάν ΑΝΑΣΤΑΣΙΑΝ Ν. ΡΙΖΟΥ ἐτῶν 65, ἀπολεσθεῖσαν χθές, κηδεύομεν σήμερον τήν 10.30 π.μ. ἐκ τοῦ ἱεροῦ ναοῦ Ἁγίου Δημητρίου. Οἱ τεθλιμμένοι: Ὁ σύζυγος, τά τέκνα, τά ἐγγόνια, οἱ ἀδελφοί καί λοιποί συγγενεῖς. — ΜΑΡΙΑ ΒΛΑΒΟΥΖΑΝΗ ἐτῶν 74. Κηδεύομεν σήμερον τήν 10.30 π.μ. ἐκ τοῦ ἱεροῦ ναοῦ Ἁγίου Νικολάου. — ΕΛΕΥΘΕΡΙΟΝ Δ. ΖΑΧΑΡΙΑΔΗΝ ἐτῶν 78, κηδεύομεν σήμερον ἐκ τοῦ κοιμητηρίου Εὐαγγελιστρίας. — ΘΕΟΔΩΡΟΝ ΠΑΣΧΗΝ ἐτῶν 75. (444, 1062, 627, 1204)
deck: ΘΕΩΡΕΙ ΜΕΓΑΛΗΣ ΣΗΜΑΣΙΑΣ ΤΗΝ ΕΝΟΠΟΙΗΣΙΝ ΤΗΣ ΕΥΡΩΠΗΣ (1240, 132, 1513, 172)
agency-logo-icon (638, 1303, 900, 1324)
article-spaak (1193, 43, 1560, 259)
obituaries (444, 1019, 627, 1204)
article-body: Ἐκ τῆς μητροπόλεως Θεσσαλονίκης ἀνακοινοῦται τό κάτωθι πρόγραμμα τῶν ἱερῶν ἀκολουθιῶν τῆς Μεγάλης Ἑβδομάδος καί τοῦ Πάσχα. Κυριακήν τῶν Βαΐων 7—10 π.μ. ὄρθρος καί θεία λειτουργία, 7 μ.μ. ἡ ἀκολουθία τοῦ Νυμφίου. Μεγάλη Δευτέρα 7—9 π.μ. ἡ ὥρα καί ἡ θεία λειτουργία τῶν προηγιασμένων, 7 μ.μ. ἡ ἀκολουθία τοῦ Νυμφίου. Μεγάλη Τρίτη 7—9 π.μ. αἱ ὧραι καί ἡ λειτουργία τῶν προηγιασμένων, 7 μ.μ. ἡ ἀκολουθία τοῦ Νυμφίου. Μεγάλη Τετάρτη 7—9 π.μ. αἱ ὧραι καί ἡ θεία λειτουργία, 5 μ.μ. ἡ ἀκολουθία τοῦ εὐχελαίου. Μεγάλη Πέμπτη 6—7.30 π.μ. ὁ ἑσπερινός καί ἡ θεία λειτουργία τοῦ Μεγάλου Βασιλείου, 7 μ.μ. ἡ ἀκολουθία τῶν ἁγίων παθῶν (12 εὐαγγέλια). Μεγάλη Παρασκευή 8—11.30 π.μ. αἱ μεγάλαι ὧραι, 12.30 ὁ ἑσπερινός τῆς ἀποκαθηλώσεως, 9 μ.μ. ὁ ὄρθρος τοῦ ἐπιταφίου. Μέγα Σάββατον 7—10 π.μ. ὁ ἑσπερινός καί ἡ θεία λειτουργία τοῦ Μεγάλου Βασιλείου, 11 μ.μ. ἡ ἀκολουθία τῆς Ἀναστάσεως. (8, 391, 433, 498)
lower-section (638, 837, 1182, 1448)
section-label: ΤΟ ΣΥΝΤΑΓΜΑ ΤΗΣ ΣΥΡΙΑΣ (980, 927, 1122, 940)
article-body: ΒΙΕΝΝΗ, 5. (Ρώυτερ). — Πληροφορίαι ἐκ Πράγας ἀναφέρουν ὅτι οἱ Σοβιετικοί ἀπαιτοῦν ἀπό τήν τσεχοσλοβακικήν ἡγεσίαν τήν κήρυξιν τοῦ στρατιωτικοῦ νόμου, μετά τάς ἐκδηλώσεις αἱ ὁποῖαι ἐσημειώθησαν εἰς Πράγαν. Ὁ Σοβιετικός ὑπουργός Ἀμύνης στρατάρχης Γκρέτσκο εὑρίσκεται εἰς τήν Τσεχοσλοβακίαν. (638, 1328, 900, 1387)
article-body: ΛΟΝΔΙΝΟΝ, 5. (Ρώυτερ). — Ὁ βρεταννός ὑπουργός Ἀμύνης κ. Ντένις Χήλυ, εἰς μήνυμά του ἐπί τῇ εἰκοστῇ ἐπετείῳ τῆς ἱδρύσεως τοῦ ΝΑΤΟ, ἐξαίρει τήν σπουδαιότητα τῆς Ἀτλαντικῆς Συμμαχίας διά τήν διατήρησιν τῆς εἰρήνης εἰς τήν Εὐρώπην. «Ἐπί εἴκοσι ἔτη τό ΝΑΤΟ ἐγγυᾶται τήν ἀσφάλειαν τῶν μελῶν του», τονίζει ὁ κ. Χήλυ. (1193, 860, 1560, 906)
article-body: ΑΘΗΝΑΙ, 5. — Ὁ ὑπουργός ἐξωτερικῶν κ. Π. Πιπινέλης ἀναχωρεῖ τήν 10.45 π.μ. ἀεροπορικῶς μέσῳ Λονδίνου, διά Οὐάσιγκτων, ὅπου θά μετάσχῃ εἰς τάς ἐργασίας τῆς ἐαρινῆς συνόδου τοῦ ΝΑΤΟ. Τόν ὑπουργόν Ἐξωτερικῶν θά συνοδεύουν ὁ ἀρχηγός τῶν ἐνόπλων δυνάμεων ἀντιστράτηγος κ. Ἀγγελῆς καί ἀνώτεροι ὑπάλληλοι τοῦ ὑπουργείου. Αἱ ἐργασίαι τῆς συνόδου θά ἀρχίσουν τήν 11ην Ἀπριλίου. (444, 167, 627, 273)
section-label: ΔΙΚΑΙΟΛΟΓΗΜΕΝΑΙ (997, 771, 1100, 784)
section-label: Η ΝΕΑ ΤΕΧΝΙΚΗ (178, 1158, 263, 1170)
article-youth-choirs (8, 513, 433, 620)
section-label: ΑΠΕΚΡΟΥΣΘΗ ΕΠΙΘΕΣΙΣ (707, 407, 836, 420)
article-biafra (1193, 424, 1560, 531)
